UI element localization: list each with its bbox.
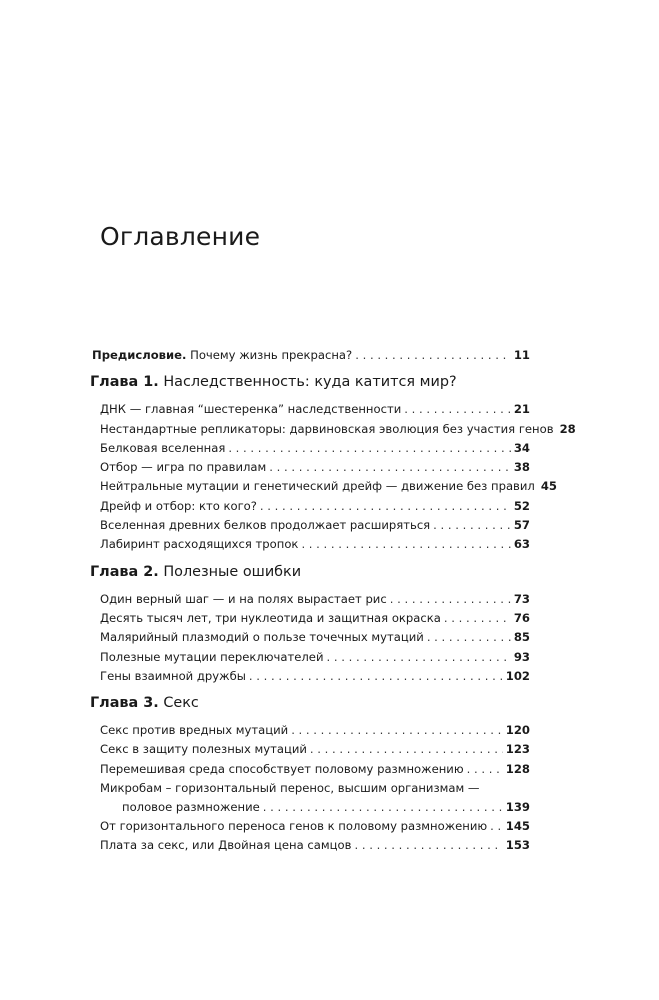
page-number: 57 bbox=[513, 518, 530, 533]
toc-entry[interactable] bbox=[100, 590, 530, 609]
entry-title: Дрейф и отбор: кто кого? bbox=[100, 498, 257, 513]
toc-entry[interactable] bbox=[100, 817, 530, 836]
chapter-title: Наследственность: куда катится мир? bbox=[163, 374, 457, 391]
toc-entry-preface[interactable] bbox=[92, 346, 530, 365]
toc-entry[interactable] bbox=[100, 628, 530, 647]
entry-title: От горизонтального переноса генов к половому размножению bbox=[100, 818, 488, 833]
page-number: 73 bbox=[513, 591, 530, 606]
toc-entry[interactable] bbox=[100, 439, 530, 458]
entry-title: Отбор — игра по правилам bbox=[100, 460, 267, 475]
table-of-contents bbox=[90, 346, 576, 855]
page-number: 139 bbox=[505, 799, 530, 814]
dot-leader bbox=[301, 535, 510, 554]
dot-leader bbox=[310, 740, 503, 759]
page-number: 93 bbox=[513, 649, 530, 664]
toc-entry[interactable] bbox=[100, 420, 576, 439]
entry-title: Гены взаимной дружбы bbox=[100, 668, 246, 683]
entry-title: Секс против вредных мутаций bbox=[100, 723, 289, 738]
page-number: 28 bbox=[559, 421, 576, 436]
entry-title: Микробам – горизонтальный перенос, высшим организмам — bbox=[100, 781, 480, 796]
dot-leader bbox=[354, 836, 502, 855]
entry-title: Вселенная древних белков продолжает расширяться bbox=[100, 518, 431, 533]
dot-leader bbox=[433, 516, 511, 535]
page-number: 45 bbox=[540, 479, 557, 494]
chapter-number: Глава 2. bbox=[90, 563, 159, 580]
toc-entry[interactable] bbox=[100, 400, 530, 419]
dot-leader bbox=[444, 609, 511, 628]
toc-entry[interactable] bbox=[100, 497, 530, 516]
chapter-title: Секс bbox=[163, 695, 199, 712]
page-number: 76 bbox=[513, 610, 530, 625]
dot-leader bbox=[355, 346, 511, 365]
entry-title: Нестандартные репликаторы: дарвиновская эволюция без участия генов bbox=[100, 421, 554, 436]
page-number: 123 bbox=[505, 742, 530, 757]
chapter-heading-1[interactable] bbox=[90, 372, 530, 392]
preface-title: Почему жизнь прекрасна? bbox=[190, 348, 353, 362]
chapter-number: Глава 1. bbox=[90, 374, 159, 391]
page-number: 145 bbox=[505, 818, 530, 833]
page-number: 120 bbox=[505, 723, 530, 738]
chapter-title: Полезные ошибки bbox=[163, 563, 302, 580]
dot-leader bbox=[260, 497, 511, 516]
toc-entry[interactable] bbox=[100, 760, 530, 779]
dot-leader bbox=[490, 817, 503, 836]
entry-title: Лабиринт расходящихся тропок bbox=[100, 537, 299, 552]
dot-leader bbox=[467, 760, 503, 779]
preface-label: Предисловие. bbox=[92, 348, 187, 362]
toc-entry-first-line[interactable] bbox=[100, 779, 530, 798]
entry-title: Малярийный плазмодий о пользе точечных мутаций bbox=[100, 630, 424, 645]
page-number: 38 bbox=[513, 460, 530, 475]
toc-entry[interactable] bbox=[100, 609, 530, 628]
dot-leader bbox=[404, 400, 511, 419]
page-number: 63 bbox=[513, 537, 530, 552]
page-number: 85 bbox=[513, 630, 530, 645]
page-number: 128 bbox=[505, 761, 530, 776]
toc-entry[interactable] bbox=[100, 836, 530, 855]
entry-title-continuation: половое размножение bbox=[122, 799, 260, 814]
entry-title: ДНК — главная “шестеренка” наследственности bbox=[100, 402, 402, 417]
page-number: 102 bbox=[505, 668, 530, 683]
entry-title: Один верный шаг — и на полях вырастает рис bbox=[100, 591, 387, 606]
dot-leader bbox=[427, 628, 511, 647]
dot-leader bbox=[228, 439, 511, 458]
dot-leader bbox=[269, 458, 511, 477]
page-number: 21 bbox=[513, 402, 530, 417]
toc-entry[interactable] bbox=[100, 516, 530, 535]
entry-title: Белковая вселенная bbox=[100, 440, 226, 455]
entry-title: Перемешивая среда способствует половому размножению bbox=[100, 761, 464, 776]
toc-entry[interactable] bbox=[100, 535, 530, 554]
dot-leader bbox=[249, 667, 503, 686]
page-title: Оглавление bbox=[100, 222, 261, 251]
chapter-heading-3[interactable] bbox=[90, 693, 530, 713]
entry-title: Десять тысяч лет, три нуклеотида и защитная окраска bbox=[100, 610, 441, 625]
page-number: 11 bbox=[513, 348, 530, 362]
dot-leader bbox=[291, 721, 503, 740]
entry-title: Нейтральные мутации и генетический дрейф — движение без правил bbox=[100, 479, 535, 494]
toc-entry[interactable] bbox=[100, 648, 530, 667]
toc-entry[interactable] bbox=[100, 667, 530, 686]
page-number: 153 bbox=[505, 838, 530, 853]
toc-entry-continuation[interactable] bbox=[100, 798, 530, 817]
entry-title: Плата за секс, или Двойная цена самцов bbox=[100, 838, 352, 853]
page-number: 52 bbox=[513, 498, 530, 513]
toc-entry[interactable] bbox=[100, 740, 530, 759]
dot-leader bbox=[263, 798, 503, 817]
entry-title: Секс в защиту полезных мутаций bbox=[100, 742, 307, 757]
chapter-number: Глава 3. bbox=[90, 695, 159, 712]
dot-leader bbox=[390, 590, 511, 609]
toc-entry[interactable] bbox=[100, 721, 530, 740]
dot-leader bbox=[326, 648, 510, 667]
toc-entry[interactable] bbox=[100, 458, 530, 477]
toc-entry[interactable] bbox=[100, 477, 557, 496]
chapter-heading-2[interactable] bbox=[90, 562, 530, 582]
entry-title: Полезные мутации переключателей bbox=[100, 649, 324, 664]
page-number: 34 bbox=[513, 440, 530, 455]
